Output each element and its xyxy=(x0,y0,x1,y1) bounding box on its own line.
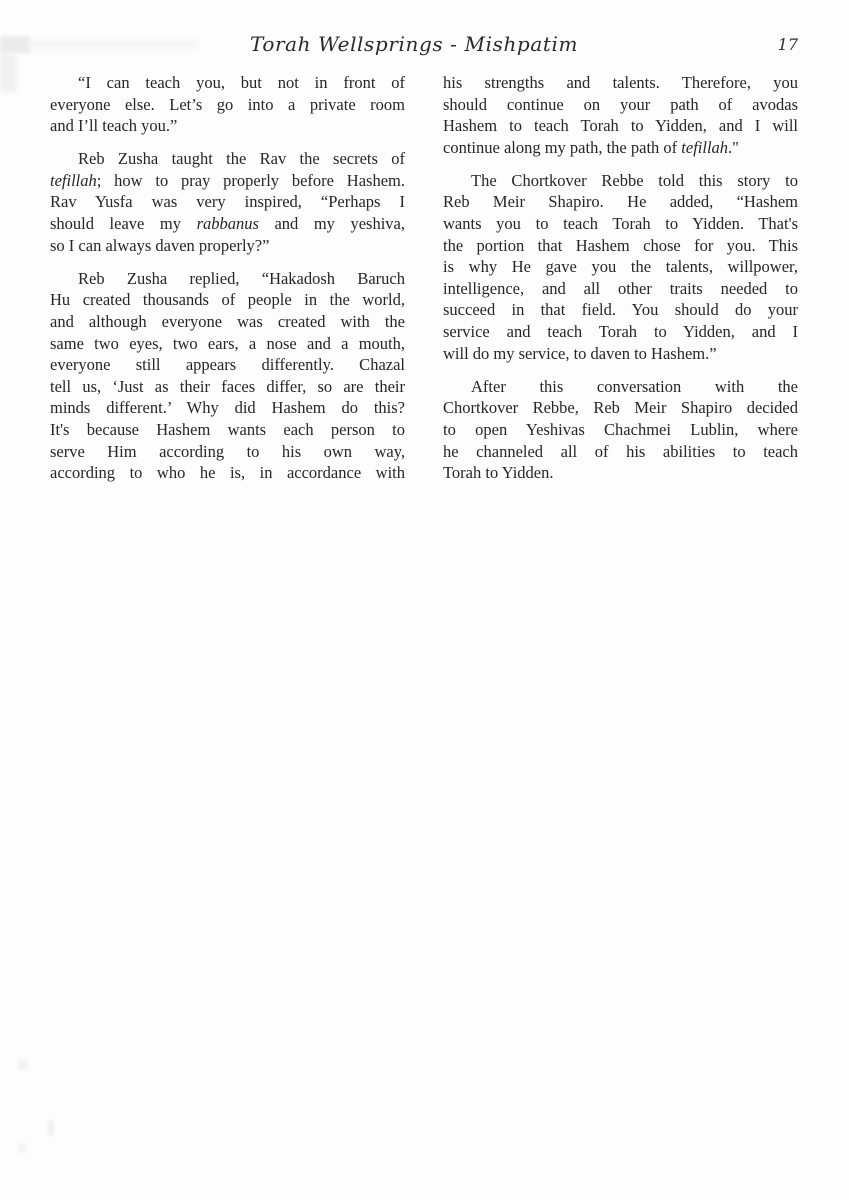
text-line: Chortkover Rebbe, Reb Meir Shapiro decided xyxy=(443,398,798,418)
page-number: 17 xyxy=(777,35,798,54)
text-line: to open Yeshivas Chachmei Lublin, where xyxy=(443,419,798,439)
text-line: succeed in that field. You should do your xyxy=(443,300,798,320)
text-line: tell us, ‘Just as their faces differ, so are their xyxy=(50,376,405,396)
text-line: so I can always daven properly?” xyxy=(50,235,270,255)
text-line: wants you to teach Torah to Yidden. That's xyxy=(443,214,798,234)
text-line: will do my service, to daven to Hashem.” xyxy=(443,343,717,363)
text-line: his strengths and talents. Therefore, you xyxy=(443,73,798,92)
text-line: everyone else. Let’s go into a private room xyxy=(50,94,405,114)
paragraph xyxy=(50,72,405,137)
text-line: After this conversation with the xyxy=(471,376,798,396)
text-line: intelligence, and all other traits needed to xyxy=(443,278,798,298)
text-line: is why He gave you the talents, willpower, xyxy=(443,257,798,277)
text-line: he channeled all of his abilities to teach xyxy=(443,441,798,461)
text-line: Torah to Yidden. xyxy=(443,463,554,483)
body-columns xyxy=(50,72,798,484)
text-line: service and teach Torah to Yidden, and I xyxy=(443,322,798,342)
text-line: same two eyes, two ears, a nose and a mouth, xyxy=(50,333,405,353)
text-line: should leave my rabbanus and my yeshiva, xyxy=(50,214,405,234)
scan-artifact xyxy=(0,53,17,93)
paragraph xyxy=(443,376,798,484)
text-line: Reb Meir Shapiro. He added, “Hashem xyxy=(443,192,798,212)
text-line: Reb Zusha replied, “Hakadosh Baruch xyxy=(78,268,405,288)
paragraph xyxy=(443,170,798,364)
text-line: Rav Yusfa was very inspired, “Perhaps I xyxy=(50,192,405,212)
paragraph xyxy=(50,268,405,484)
text-line: according to who he is, in accordance with xyxy=(50,463,405,483)
page-header-title: Torah Wellsprings - Mishpatim xyxy=(249,32,579,56)
scan-artifact xyxy=(18,1143,27,1153)
text-line: everyone still appears differently. Chazal xyxy=(50,355,405,375)
text-line: It's because Hashem wants each person to xyxy=(50,419,405,439)
text-line: tefillah; how to pray properly before Hashem. xyxy=(50,170,405,190)
text-line: and although everyone was created with the xyxy=(50,311,405,331)
text-line: serve Him according to his own way, xyxy=(50,441,405,461)
text-line: “I can teach you, but not in front of xyxy=(78,73,405,92)
text-line: Hu created thousands of people in the world, xyxy=(50,290,405,310)
text-line: and I’ll teach you.” xyxy=(50,116,178,136)
text-line: Hashem to teach Torah to Yidden, and I will xyxy=(443,116,798,136)
paragraph xyxy=(443,72,798,158)
text-line: continue along my path, the path of tefillah." xyxy=(443,137,739,157)
column-right xyxy=(443,72,798,484)
scan-artifact xyxy=(18,1060,28,1070)
text-line: minds different.’ Why did Hashem do this? xyxy=(50,398,405,418)
column-left xyxy=(50,72,405,484)
paragraph xyxy=(50,148,405,256)
text-line: Reb Zusha taught the Rav the secrets of xyxy=(78,149,405,169)
text-line: The Chortkover Rebbe told this story to xyxy=(471,170,798,190)
scan-artifact xyxy=(48,1120,54,1136)
text-line: the portion that Hashem chose for you. This xyxy=(443,235,798,255)
text-line: should continue on your path of avodas xyxy=(443,94,798,114)
